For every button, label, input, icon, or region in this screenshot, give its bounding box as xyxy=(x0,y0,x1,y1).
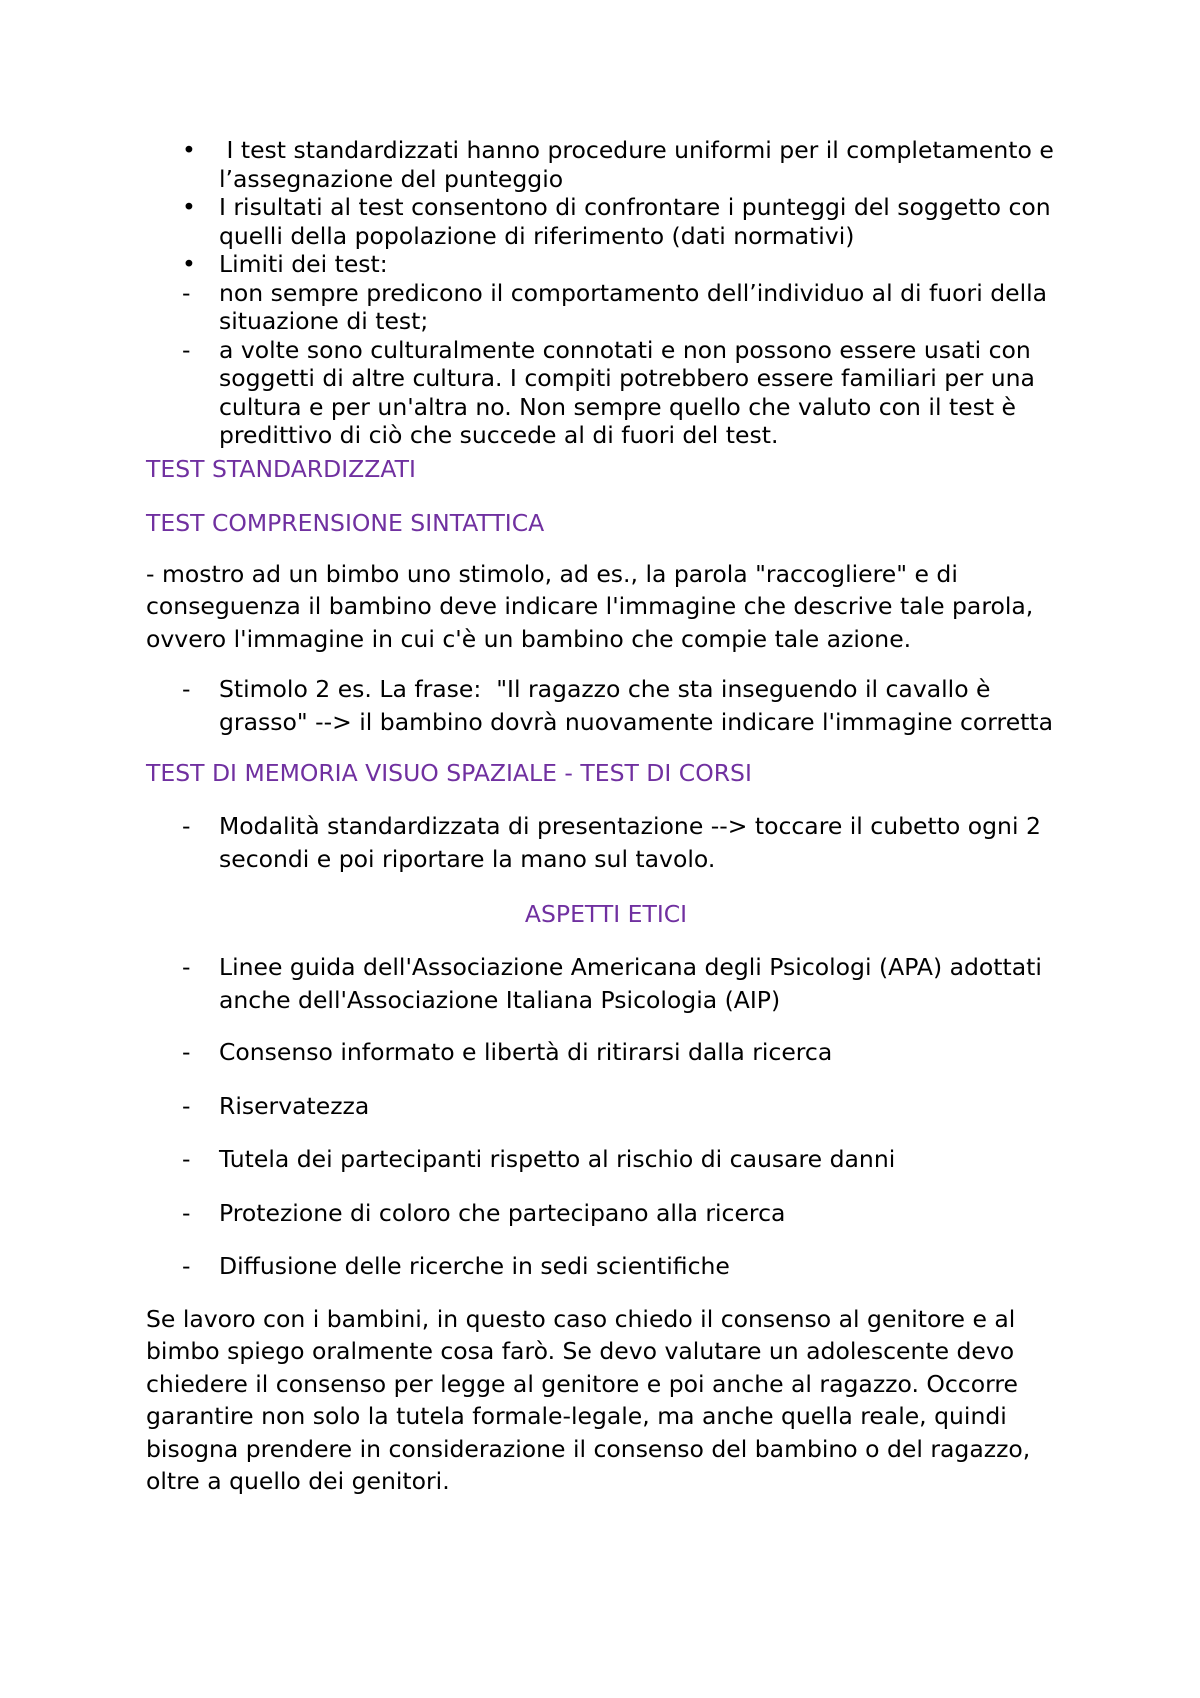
list-item xyxy=(146,1250,1066,1283)
list-item-text: Stimolo 2 es. La frase: "Il ragazzo che sta inseguendo il cavallo è grasso" --> il bambino dovrà nuovamente indicare l'immagine corretta xyxy=(219,675,1053,736)
list-item-stimolo-2 xyxy=(146,673,1066,738)
paragraph-stimolo: - mostro ad un bimbo uno stimolo, ad es., la parola "raccogliere" e di conseguenza il bambino deve indicare l'immagine che descrive tale parola, ovvero l'immagine in cui c'è un bambino che compie tale azione. xyxy=(146,559,1034,653)
list-item xyxy=(146,250,1066,279)
bullet-marker: • xyxy=(182,250,196,278)
dash-marker: - xyxy=(182,335,191,364)
dash-marker: - xyxy=(182,812,191,840)
list-item-memoria xyxy=(146,810,1066,875)
list-item-text: Limiti dei test: xyxy=(219,250,388,278)
list-item xyxy=(146,1090,1066,1123)
list-item-text: Consenso informato e libertà di ritirarsi dalla ricerca xyxy=(219,1038,833,1066)
list-item xyxy=(146,951,1066,1016)
document-page xyxy=(146,136,1066,1498)
dash-marker: - xyxy=(182,953,191,981)
heading-aspetti-etici: ASPETTI ETICI xyxy=(524,900,688,928)
heading-test-standardizzati: TEST STANDARDIZZATI xyxy=(146,454,416,483)
list-item xyxy=(146,1036,1066,1069)
etici-list xyxy=(146,951,1066,1283)
list-item xyxy=(146,136,1066,193)
list-item-text: Tutela dei partecipanti rispetto al rischio di causare danni xyxy=(219,1145,896,1173)
dash-marker: - xyxy=(182,1038,191,1066)
dash-marker: - xyxy=(182,1198,191,1227)
list-item-text: I test standardizzati hanno procedure uniformi per il completamento e l’assegnazione del punteggio xyxy=(219,136,1062,193)
list-item xyxy=(146,1197,1066,1230)
dash-marker: - xyxy=(182,1252,191,1280)
dash-marker: - xyxy=(182,1145,191,1173)
list-item xyxy=(146,336,1066,450)
dash-marker: - xyxy=(182,278,191,307)
list-item-text: non sempre predicono il comportamento dell’individuo al di fuori della situazione di test; xyxy=(219,278,1048,335)
list-item-text: Modalità standardizzata di presentazione --> toccare il cubetto ogni 2 secondi e poi riportare la mano sul tavolo. xyxy=(219,812,1041,873)
bullet-marker: • xyxy=(182,136,196,164)
bullet-marker: • xyxy=(182,193,196,221)
list-item xyxy=(146,279,1066,336)
list-item xyxy=(146,1143,1066,1176)
dash-marker: - xyxy=(182,1091,191,1120)
closing-paragraph: Se lavoro con i bambini, in questo caso chiedo il consenso al genitore e al bimbo spiego oralmente cosa farò. Se devo valutare un adolescente devo chiedere il consenso per legge al genitore e poi anche al ragazzo. Occorre garantire non solo la tutela formale-legale, ma anche quella reale, quindi bisogna prendere in considerazione il consenso del bambino o del ragazzo, oltre a quello dei genitori. xyxy=(146,1304,1031,1495)
heading-comprensione-sintattica: TEST COMPRENSIONE SINTATTICA xyxy=(146,508,545,537)
list-item-text: Linee guida dell'Associazione Americana degli Psicologi (APA) adottati anche dell'Associazione Italiana Psicologia (AIP) xyxy=(219,953,1042,1014)
list-item-text: a volte sono culturalmente connotati e non possono essere usati con soggetti di altre cultura. I compiti potrebbero essere familiari per una cultura e per un'altra no. Non sempre quello che valuto con il test è predittivo di ciò che succede al di fuori del test. xyxy=(219,335,1035,449)
dash-marker: - xyxy=(182,675,191,703)
list-item xyxy=(146,193,1066,250)
list-item-text: I risultati al test consentono di confrontare i punteggi del soggetto con quelli della popolazione di riferimento (dati normativi) xyxy=(219,193,1051,250)
heading-memoria-visuo-spaziale: TEST DI MEMORIA VISUO SPAZIALE - TEST DI CORSI xyxy=(146,759,752,787)
list-item-text: Riservatezza xyxy=(219,1091,370,1120)
list-item-text: Protezione di coloro che partecipano alla ricerca xyxy=(219,1198,786,1227)
intro-list xyxy=(146,136,1066,450)
list-item-text: Diffusione delle ricerche in sedi scientifiche xyxy=(219,1252,730,1280)
